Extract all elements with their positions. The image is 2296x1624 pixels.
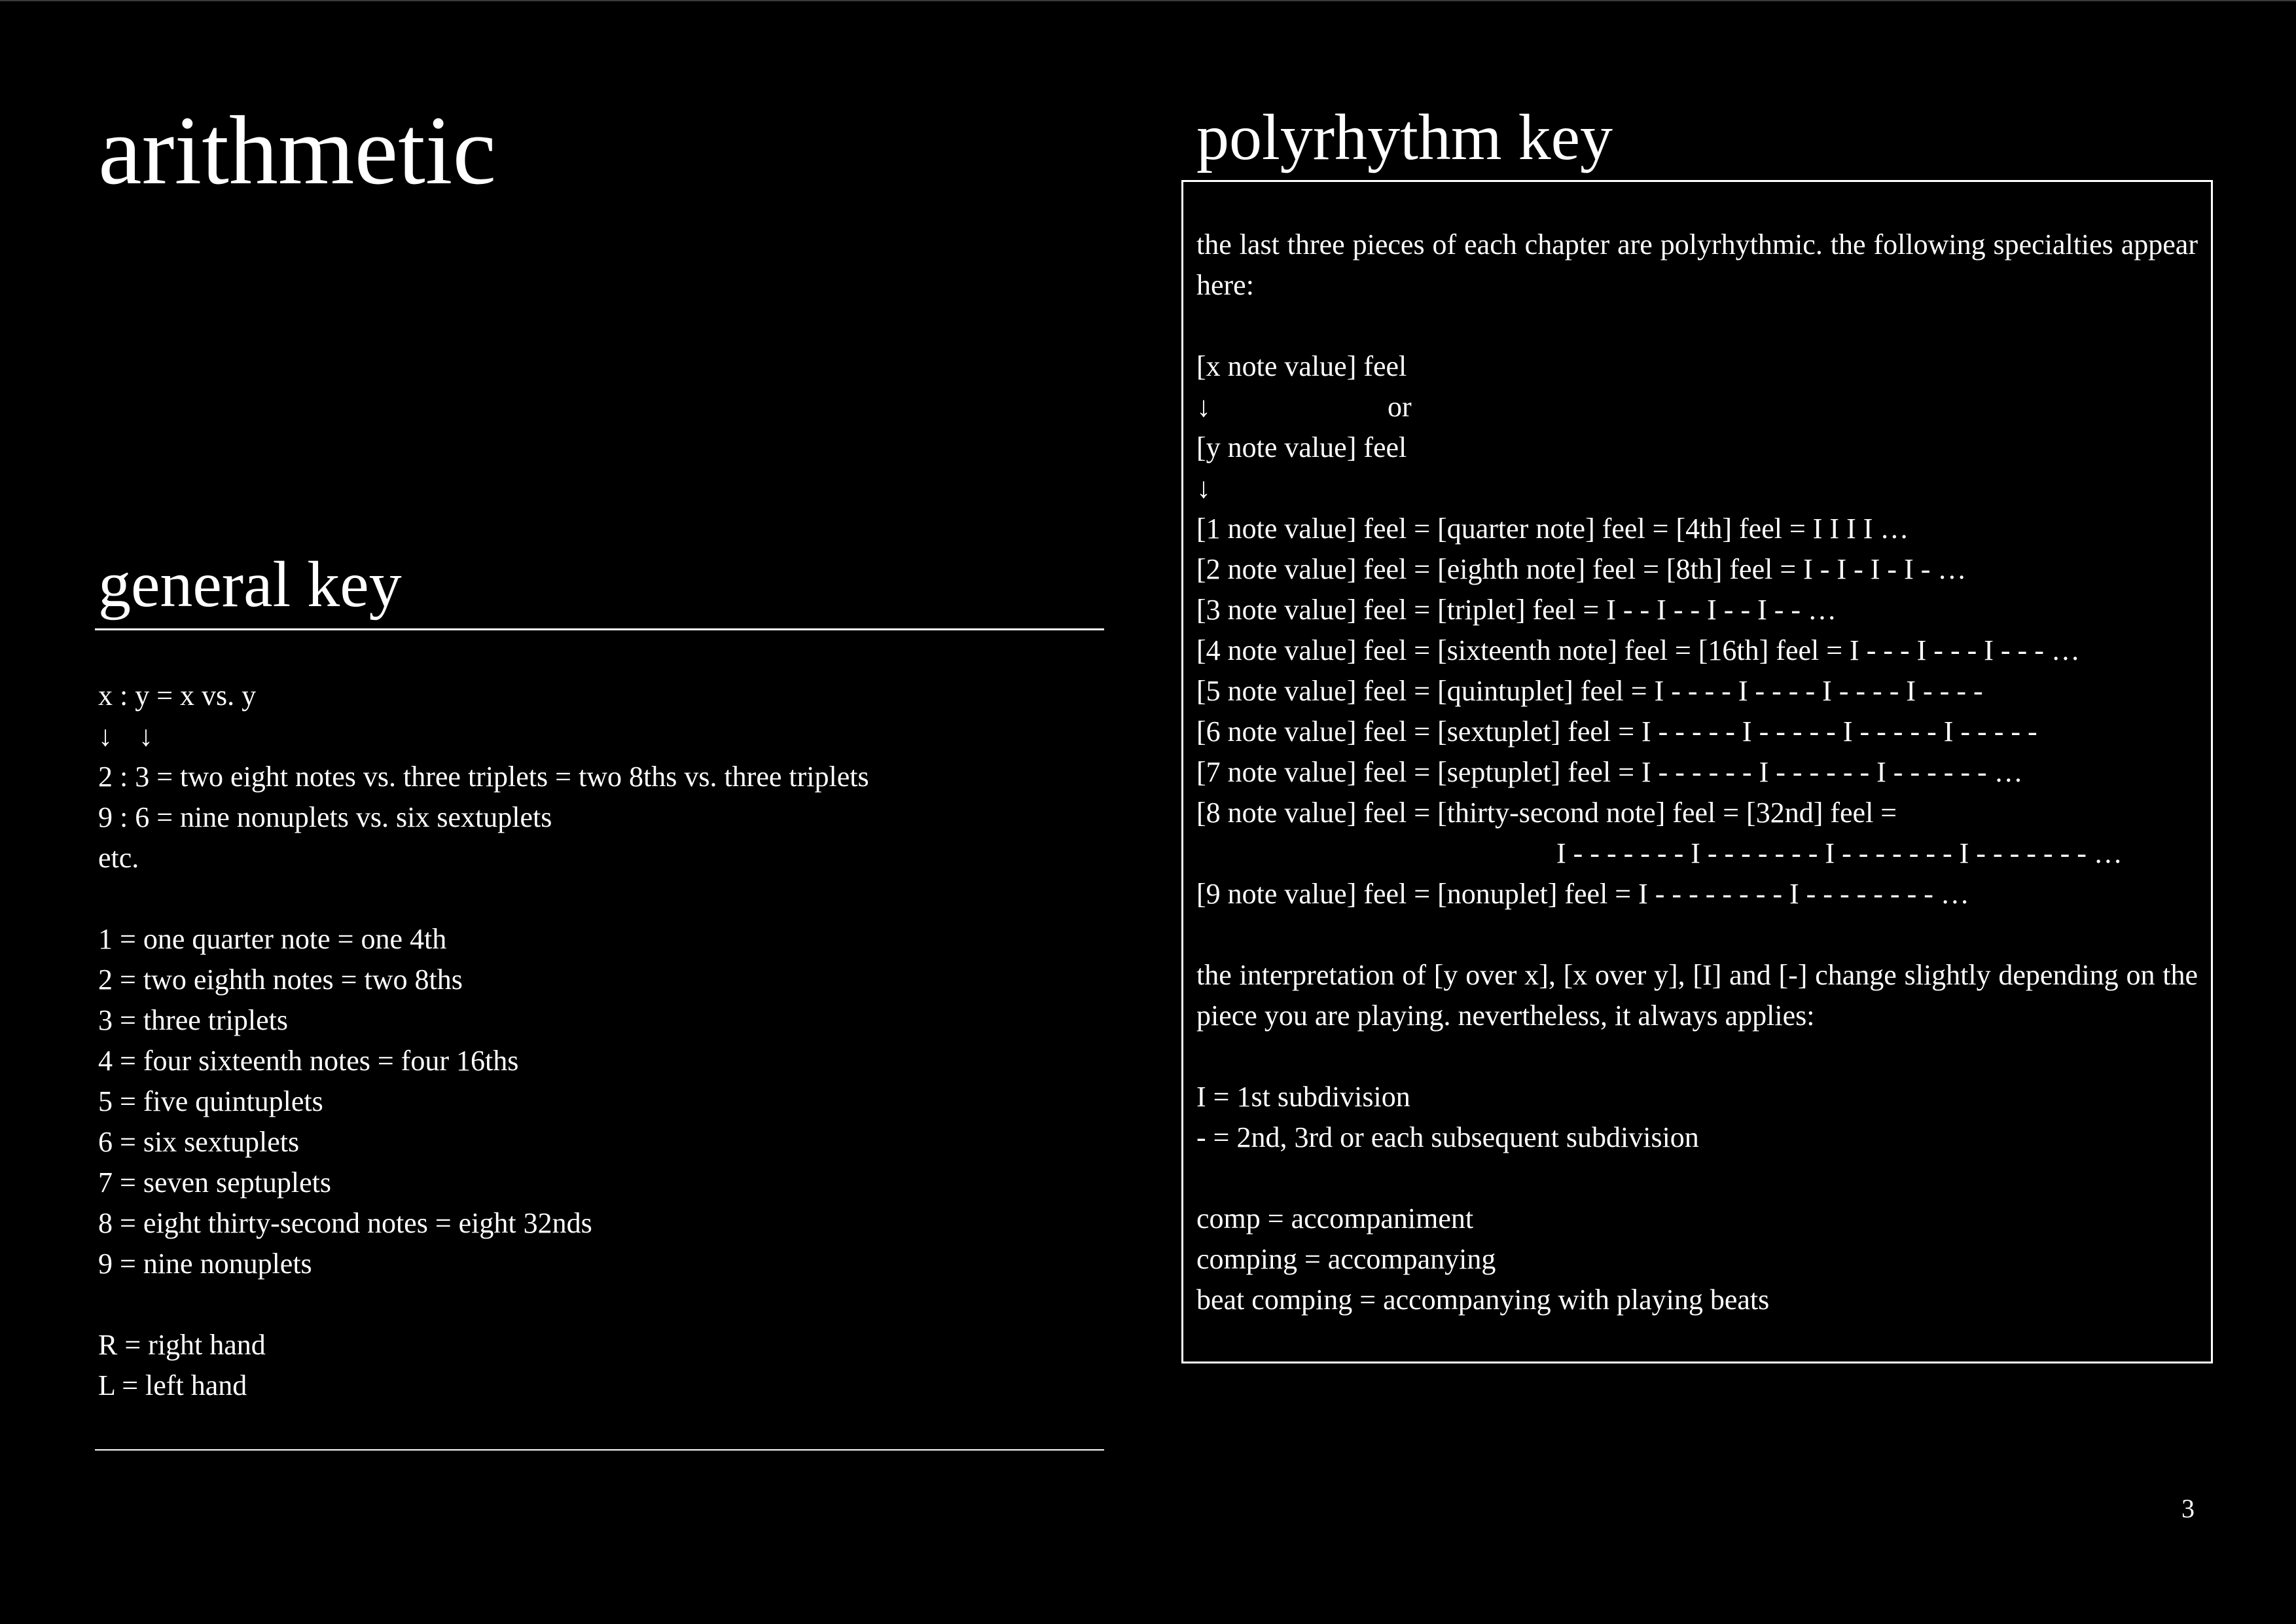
value-definition: 2 = two eighth notes = two 8ths [98, 964, 463, 996]
comping-definition: comp = accompaniment [1196, 1202, 1474, 1235]
arrow-or-row [1196, 387, 2198, 427]
x-feel-label: [x note value] feel [1196, 350, 1407, 382]
general-key-list [98, 676, 1093, 1406]
down-arrow-icon: ↓ [139, 720, 153, 752]
down-arrow-icon: ↓ [1196, 472, 1211, 504]
general-key-title: general key [98, 548, 402, 621]
value-definition: 3 = three triplets [98, 1004, 288, 1036]
down-arrow-icon: ↓ [98, 720, 113, 752]
polyrhythm-intro: the last three pieces of each chapter are polyrhythmic. the following specialties appear here: [1196, 228, 2198, 301]
feel-definition: [1 note value] feel = [quarter note] feel = [4th] feel = I I I I … [1196, 513, 1909, 545]
page-title: arithmetic [98, 96, 497, 205]
feel-definition: [3 note value] feel = [triplet] feel = I - - I - - I - - I - - … [1196, 594, 1837, 626]
hand-definition: R = right hand [98, 1329, 266, 1361]
or-label: or [1388, 391, 1412, 423]
hand-definition: L = left hand [98, 1369, 247, 1401]
feel-definition: [6 note value] feel = [sextuplet] feel = I - - - - - I - - - - - I - - - - - I - - - - - [1196, 715, 2037, 748]
interpretation-note: the interpretation of [y over x], [x over y], [I] and [-] change slightly depending on the piece you are playing. nevertheless, it always applies: [1196, 959, 2198, 1032]
top-border [0, 0, 2296, 1]
general-key-divider-bottom [95, 1449, 1104, 1451]
value-definition: 7 = seven septuplets [98, 1166, 331, 1199]
subdivision-definition: I = 1st subdivision [1196, 1081, 1410, 1113]
ratio-definition: x : y = x vs. y [98, 679, 257, 712]
feel-definition: [4 note value] feel = [sixteenth note] feel = [16th] feel = I - - - I - - - I - - - … [1196, 634, 2080, 666]
feel-8-sequence: I - - - - - - - I - - - - - - - I - - - - - - - I - - - - - - - … [1556, 837, 2123, 869]
ratio-example: etc. [98, 842, 139, 874]
y-feel-label: [y note value] feel [1196, 431, 1407, 463]
value-definition: 4 = four sixteenth notes = four 16ths [98, 1045, 519, 1077]
feel-definition: [2 note value] feel = [eighth note] feel = [8th] feel = I - I - I - I - … [1196, 553, 1967, 585]
comping-definition: comping = accompanying [1196, 1243, 1496, 1275]
ratio-example: 2 : 3 = two eight notes vs. three triplets = two 8ths vs. three triplets [98, 761, 869, 793]
down-arrow-icon: ↓ [1196, 391, 1211, 423]
ratio-arrows [98, 716, 1093, 757]
polyrhythm-key-title: polyrhythm key [1196, 101, 1613, 173]
value-definition: 9 = nine nonuplets [98, 1248, 312, 1280]
value-definition: 6 = six sextuplets [98, 1126, 300, 1158]
page-number: 3 [2181, 1494, 2195, 1523]
feel-definition: [8 note value] feel = [thirty-second note] feel = [32nd] feel = [1196, 797, 1897, 829]
general-key-divider-top [95, 628, 1104, 630]
subdivision-definition: - = 2nd, 3rd or each subsequent subdivision [1196, 1121, 1699, 1153]
feel-definition: [9 note value] feel = [nonuplet] feel = I - - - - - - - - I - - - - - - - - … [1196, 878, 1969, 910]
comping-definition: beat comping = accompanying with playing beats [1196, 1284, 1770, 1316]
polyrhythm-key-content [1196, 225, 2198, 1320]
value-definition: 5 = five quintuplets [98, 1085, 323, 1117]
ratio-example: 9 : 6 = nine nonuplets vs. six sextuplets [98, 801, 552, 833]
feel-definition: [5 note value] feel = [quintuplet] feel = I - - - - I - - - - I - - - - I - - - - [1196, 675, 1983, 707]
feel-definition: [7 note value] feel = [septuplet] feel = I - - - - - - I - - - - - - I - - - - - - … [1196, 756, 2023, 788]
value-definition: 8 = eight thirty-second notes = eight 32nds [98, 1207, 592, 1239]
value-definition: 1 = one quarter note = one 4th [98, 923, 447, 955]
